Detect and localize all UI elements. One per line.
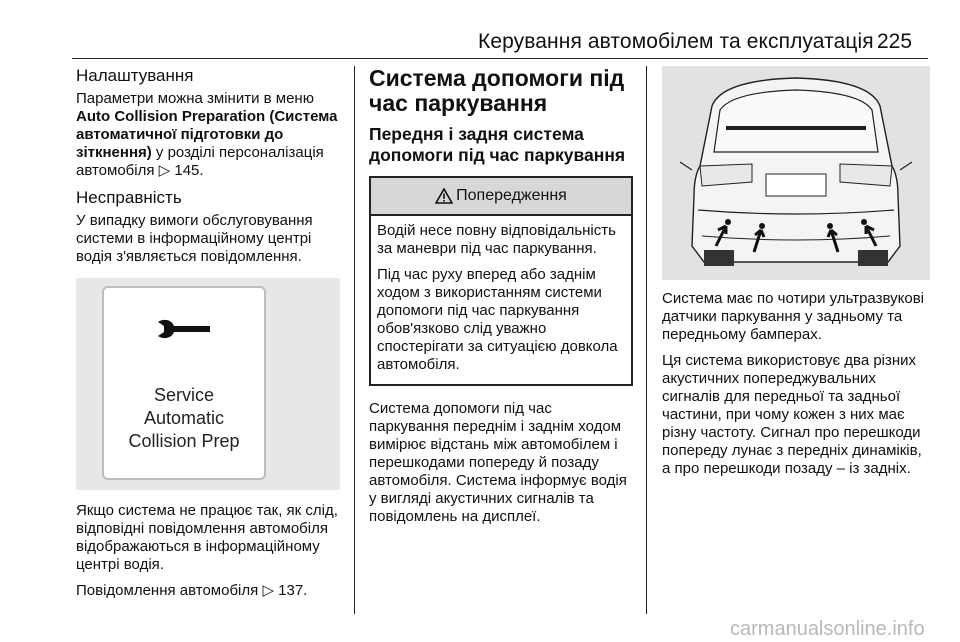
settings-text-1: Параметри можна змінити в меню bbox=[76, 90, 314, 107]
warning-header bbox=[371, 178, 631, 216]
settings-heading: Налаштування bbox=[76, 66, 194, 85]
settings-text-2: у розділі персоналізація автомобіля bbox=[76, 144, 324, 179]
display-line-3: Collision Prep bbox=[128, 431, 240, 451]
messages-page-ref[interactable]: 137. bbox=[278, 582, 308, 599]
warning-body bbox=[371, 216, 631, 384]
car-rear-illustration bbox=[662, 66, 930, 280]
warning-label: Попередження bbox=[456, 187, 567, 204]
warning-paragraph-2: Під час руху вперед або заднім ходом з використанням системи допомоги під час паркування обов'язково слід уважно спостерігати за ситуацією довкола автомобіля. bbox=[377, 266, 618, 373]
header-title: Керування автомобілем та експлуатація bbox=[478, 30, 874, 53]
header-divider bbox=[72, 58, 928, 59]
fault-heading: Несправність bbox=[76, 188, 182, 207]
page-ref-icon: ▷ bbox=[262, 582, 274, 599]
warning-box bbox=[369, 176, 633, 386]
acoustic-signals-description: Ця система використовує два різних акустичних попереджувальних сигналів для передньої та задньої частини, при чому кожен з них має різну частоту. Сигнал про перешкоди попереду лунає з передніх динаміків, а про перешкоди позаду – із задніх. bbox=[662, 352, 922, 477]
column-divider-2 bbox=[646, 66, 647, 614]
sensors-description: Система має по чотири ультразвукові датчики паркування у задньому та передньому бамперах. bbox=[662, 290, 924, 343]
wrench-icon bbox=[154, 316, 214, 342]
column-right bbox=[662, 66, 934, 486]
not-working-text: Якщо система не працює так, як слід, відповідні повідомлення автомобіля відображаються в інформаційному центрі водія. bbox=[76, 502, 338, 573]
page-ref-icon: ▷ bbox=[158, 162, 171, 179]
column-left bbox=[76, 66, 344, 608]
display-line-2: Automatic bbox=[143, 408, 225, 428]
display-screen bbox=[102, 286, 266, 480]
messages-paragraph bbox=[76, 582, 344, 600]
display-line-1: Service bbox=[153, 385, 215, 405]
page-number: 225 bbox=[877, 30, 913, 53]
warning-triangle-icon bbox=[435, 188, 453, 204]
warning-paragraph-1: Водій несе повну відповідальність за маневри під час паркування. bbox=[377, 222, 616, 257]
watermark: carmanualsonline.info bbox=[730, 618, 925, 640]
fault-text: У випадку вимоги обслуговування системи в інформаційному центрі водія з'являється повідомлення. bbox=[76, 212, 313, 265]
display-message bbox=[104, 384, 264, 453]
column-middle bbox=[369, 66, 633, 534]
driver-info-display-image bbox=[76, 278, 340, 490]
section-title: Система допомоги під час паркування bbox=[369, 65, 625, 116]
parking-assist-description: Система допомоги під час паркування переднім і заднім ходом вимірює відстань між автомобілем і перешкодами попереду й позаду автомобіля. Система інформує водія у вигляді акустичних сигналів та повідомлень на дисплеї. bbox=[369, 400, 627, 525]
subsection-title: Передня і задня система допомоги під час паркування bbox=[369, 124, 626, 165]
car-rear-sensors-image bbox=[662, 66, 930, 280]
settings-paragraph bbox=[76, 90, 344, 180]
settings-menu-path: Auto Collision Preparation (Система автоматичної підготовки до зіткнення) bbox=[76, 108, 338, 161]
column-divider-1 bbox=[354, 66, 355, 614]
settings-page-ref[interactable]: 145. bbox=[174, 162, 204, 179]
messages-text: Повідомлення автомобіля bbox=[76, 582, 263, 599]
